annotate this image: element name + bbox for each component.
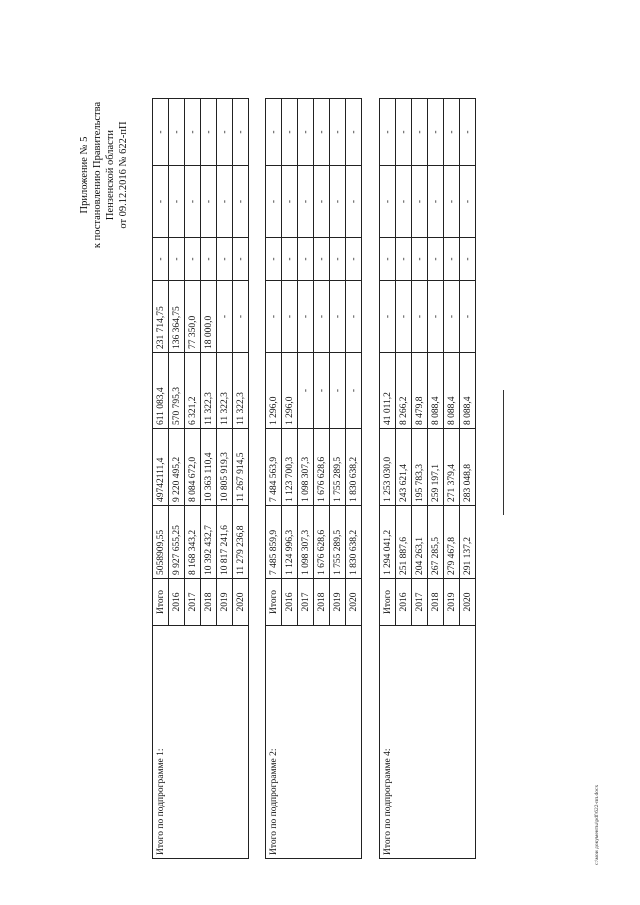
year-cell: 2020: [233, 579, 249, 626]
year-cell: 2020: [346, 579, 362, 626]
amount-cell: -: [233, 281, 249, 353]
file-path-footer: c:\мои документы\pdf\622-пп.docx: [594, 784, 600, 865]
year-cell: 2019: [330, 579, 346, 626]
amount-cell: 1 830 638,2: [346, 506, 362, 579]
amount-cell: 9 927 655,25: [169, 506, 185, 579]
amount-cell: -: [298, 353, 314, 429]
amount-cell: 11 322,3: [233, 353, 249, 429]
amount-cell: -: [169, 166, 185, 238]
amount-cell: 1 253 030,0: [380, 429, 396, 506]
amount-cell: -: [185, 238, 201, 281]
appendix-region: Пензенской области: [105, 129, 116, 221]
amount-cell: 1 755 289,5: [330, 506, 346, 579]
amount-cell: -: [380, 99, 396, 166]
amount-cell: -: [412, 238, 428, 281]
amount-cell: -: [314, 353, 330, 429]
amount-cell: 271 379,4: [444, 429, 460, 506]
appendix-number: Приложение № 5: [79, 136, 90, 214]
amount-cell: -: [428, 166, 444, 238]
amount-cell: 1 296,0: [266, 353, 282, 429]
year-cell: 2020: [460, 579, 476, 626]
amount-cell: -: [330, 353, 346, 429]
amount-cell: 267 285,5: [428, 506, 444, 579]
amount-cell: 8 168 343,2: [185, 506, 201, 579]
amount-cell: -: [330, 281, 346, 353]
amount-cell: 136 364,75: [169, 281, 185, 353]
year-cell: 2017: [185, 579, 201, 626]
amount-cell: -: [346, 166, 362, 238]
amount-cell: 49742111,4: [153, 429, 169, 506]
amount-cell: -: [412, 166, 428, 238]
subprogram-total-label: Итого по подпрограмме 2:: [266, 626, 362, 859]
amount-cell: 41 011,2: [380, 353, 396, 429]
amount-cell: 259 197,1: [428, 429, 444, 506]
amount-cell: 8 266,2: [396, 353, 412, 429]
subprogram-total-label: Итого по подпрограмме 4:: [380, 626, 476, 859]
amount-cell: -: [444, 99, 460, 166]
amount-cell: 8 088,4: [444, 353, 460, 429]
amount-cell: 11 322,3: [217, 353, 233, 429]
amount-cell: 611 083,4: [153, 353, 169, 429]
amount-cell: -: [380, 238, 396, 281]
amount-cell: 8 479,8: [412, 353, 428, 429]
year-cell: Итого: [266, 579, 282, 626]
amount-cell: -: [396, 166, 412, 238]
amount-cell: -: [217, 99, 233, 166]
year-cell: 2019: [444, 579, 460, 626]
amount-cell: -: [460, 99, 476, 166]
amount-cell: 570 795,3: [169, 353, 185, 429]
amount-cell: -: [298, 99, 314, 166]
amount-cell: 279 467,8: [444, 506, 460, 579]
amount-cell: -: [266, 281, 282, 353]
amount-cell: -: [330, 166, 346, 238]
amount-cell: -: [444, 238, 460, 281]
amount-cell: -: [460, 281, 476, 353]
amount-cell: -: [346, 99, 362, 166]
amount-cell: -: [346, 281, 362, 353]
amount-cell: 283 048,8: [460, 429, 476, 506]
amount-cell: -: [298, 281, 314, 353]
amount-cell: 8 088,4: [460, 353, 476, 429]
amount-cell: -: [380, 281, 396, 353]
amount-cell: -: [314, 99, 330, 166]
amount-cell: -: [330, 238, 346, 281]
amount-cell: 1 123 700,3: [282, 429, 298, 506]
amount-cell: -: [282, 166, 298, 238]
amount-cell: -: [298, 238, 314, 281]
amount-cell: -: [412, 281, 428, 353]
amount-cell: -: [396, 281, 412, 353]
amount-cell: -: [396, 99, 412, 166]
amount-cell: -: [428, 281, 444, 353]
amount-cell: 291 137,2: [460, 506, 476, 579]
amount-cell: -: [233, 238, 249, 281]
amount-cell: -: [412, 99, 428, 166]
amount-cell: 8 088,4: [428, 353, 444, 429]
year-cell: 2018: [201, 579, 217, 626]
year-cell: 2016: [169, 579, 185, 626]
amount-cell: 251 887,6: [396, 506, 412, 579]
amount-cell: 231 714,75: [153, 281, 169, 353]
amount-cell: -: [460, 238, 476, 281]
amount-cell: 1 296,0: [282, 353, 298, 429]
amount-cell: -: [217, 166, 233, 238]
amount-cell: 10 805 919,3: [217, 429, 233, 506]
amount-cell: -: [266, 166, 282, 238]
amount-cell: -: [233, 166, 249, 238]
amount-cell: 1 098 307,3: [298, 506, 314, 579]
year-cell: 2016: [396, 579, 412, 626]
amount-cell: 11 279 236,8: [233, 506, 249, 579]
year-cell: 2019: [217, 579, 233, 626]
subprogram-4-table: [379, 98, 476, 859]
subprogram-1-table: [152, 98, 249, 859]
amount-cell: 204 263,1: [412, 506, 428, 579]
amount-cell: -: [282, 281, 298, 353]
appendix-decree-date: от 09.12.2016 № 622-пП: [118, 121, 129, 229]
year-cell: 2018: [428, 579, 444, 626]
amount-cell: -: [217, 238, 233, 281]
year-cell: 2017: [298, 579, 314, 626]
amount-cell: -: [314, 281, 330, 353]
amount-cell: -: [346, 238, 362, 281]
amount-cell: 7 485 859,9: [266, 506, 282, 579]
subprogram-2-table: [265, 98, 362, 859]
amount-cell: 1 098 307,3: [298, 429, 314, 506]
amount-cell: 77 350,0: [185, 281, 201, 353]
amount-cell: -: [444, 281, 460, 353]
amount-cell: -: [282, 99, 298, 166]
amount-cell: 10 817 241,6: [217, 506, 233, 579]
appendix-caption: [78, 35, 130, 315]
amount-cell: -: [428, 99, 444, 166]
amount-cell: 243 621,4: [396, 429, 412, 506]
amount-cell: -: [185, 99, 201, 166]
amount-cell: 1 755 289,5: [330, 429, 346, 506]
year-cell: Итого: [380, 579, 396, 626]
amount-cell: -: [266, 99, 282, 166]
amount-cell: 1 830 638,2: [346, 429, 362, 506]
amount-cell: -: [380, 166, 396, 238]
amount-cell: -: [201, 166, 217, 238]
amount-cell: 11 322,3: [201, 353, 217, 429]
amount-cell: 7 484 563,9: [266, 429, 282, 506]
amount-cell: 11 267 914,5: [233, 429, 249, 506]
amount-cell: -: [298, 166, 314, 238]
amount-cell: 9 220 495,2: [169, 429, 185, 506]
amount-cell: -: [346, 353, 362, 429]
separator-rule: [503, 390, 504, 515]
amount-cell: -: [153, 238, 169, 281]
amount-cell: 6 321,2: [185, 353, 201, 429]
amount-cell: -: [169, 99, 185, 166]
amount-cell: -: [314, 166, 330, 238]
amount-cell: 18 000,0: [201, 281, 217, 353]
amount-cell: -: [217, 281, 233, 353]
appendix-reference: к постановлению Правительства: [92, 101, 103, 249]
amount-cell: 10 363 110,4: [201, 429, 217, 506]
amount-cell: -: [396, 238, 412, 281]
amount-cell: -: [460, 166, 476, 238]
amount-cell: 1 676 628,6: [314, 506, 330, 579]
year-cell: Итого: [153, 579, 169, 626]
amount-cell: 1 124 996,3: [282, 506, 298, 579]
amount-cell: 5058909,55: [153, 506, 169, 579]
subprogram-total-label: Итого по подпрограмме 1:: [153, 626, 249, 859]
table-row: [153, 99, 169, 859]
table-row: [380, 99, 396, 859]
amount-cell: -: [153, 166, 169, 238]
amount-cell: -: [185, 166, 201, 238]
year-cell: 2016: [282, 579, 298, 626]
amount-cell: -: [169, 238, 185, 281]
amount-cell: -: [201, 238, 217, 281]
amount-cell: -: [444, 166, 460, 238]
amount-cell: -: [233, 99, 249, 166]
amount-cell: 10 392 432,7: [201, 506, 217, 579]
amount-cell: -: [153, 99, 169, 166]
table-row: [266, 99, 282, 859]
amount-cell: -: [330, 99, 346, 166]
amount-cell: 195 783,3: [412, 429, 428, 506]
amount-cell: 8 084 672,0: [185, 429, 201, 506]
year-cell: 2017: [412, 579, 428, 626]
amount-cell: -: [282, 238, 298, 281]
amount-cell: -: [428, 238, 444, 281]
amount-cell: 1 676 628,6: [314, 429, 330, 506]
year-cell: 2018: [314, 579, 330, 626]
amount-cell: -: [266, 238, 282, 281]
amount-cell: 1 294 041,2: [380, 506, 396, 579]
amount-cell: -: [201, 99, 217, 166]
amount-cell: -: [314, 238, 330, 281]
